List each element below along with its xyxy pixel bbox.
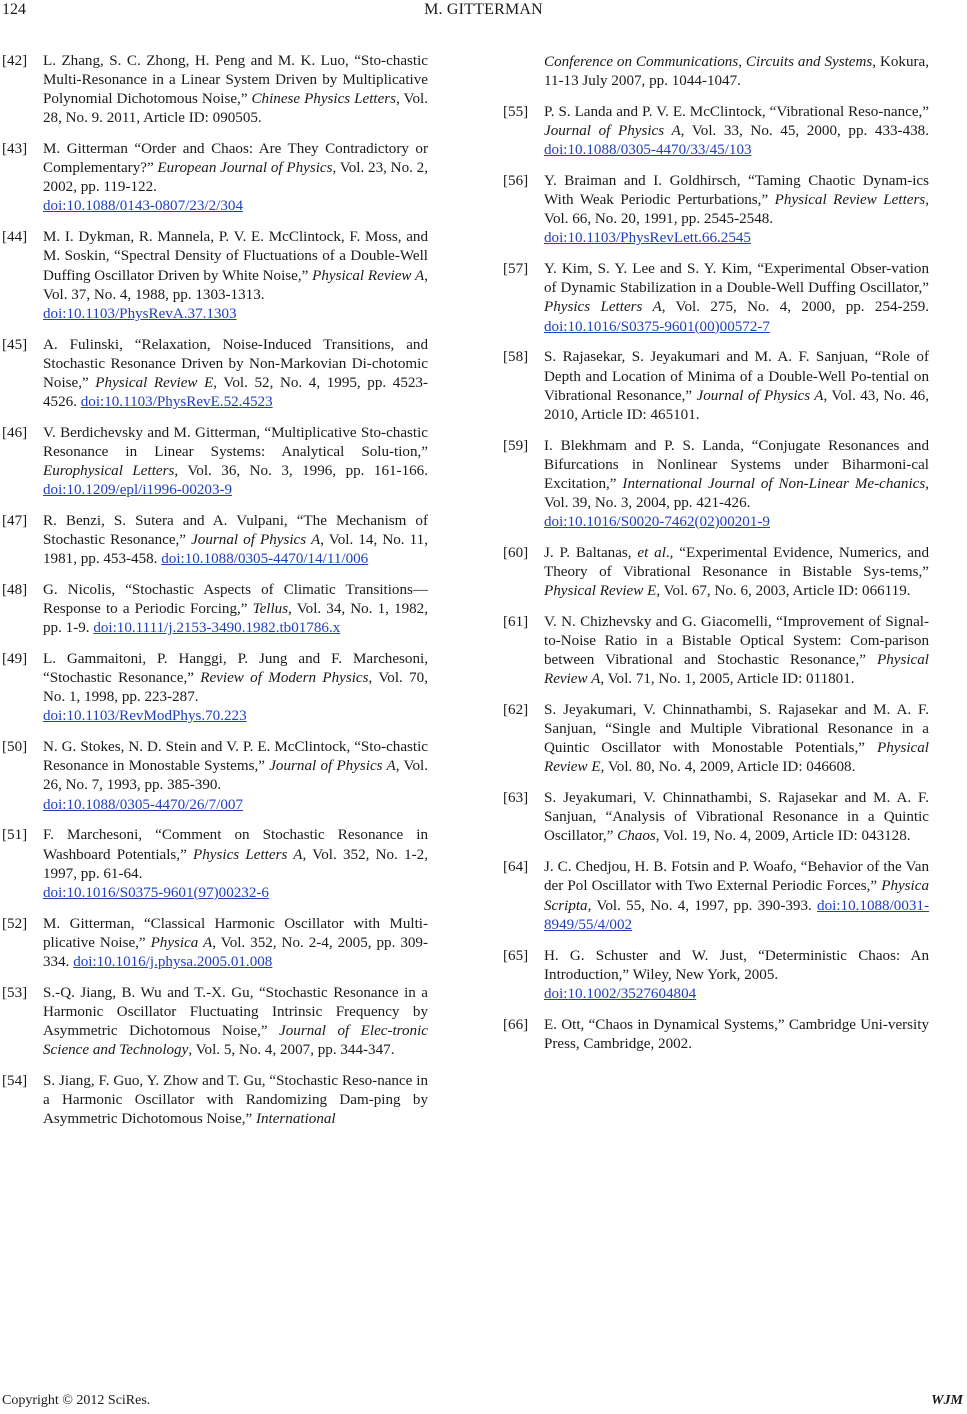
reference-number: [53] <box>2 984 28 1001</box>
reference-text-fragment: N. G. Stokes, N. D. Stein and V. P. E. McClintock, “Sto-chastic Resonance in Monostable Systems,” <box>43 739 428 775</box>
reference-text <box>43 140 428 216</box>
reference-text <box>43 52 428 128</box>
reference-source-title: Physical Review A <box>312 267 425 284</box>
reference-text-fragment: H. G. Schuster and W. Just, “Deterministic Chaos: An Introduction,” Wiley, New York, 2005. <box>544 947 929 983</box>
reference-number: [42] <box>2 53 28 69</box>
reference-entry <box>503 544 929 601</box>
reference-entry <box>503 789 929 846</box>
reference-text-fragment: P. S. Landa and P. V. E. McClintock, “Vibrational Reso-nance,” <box>544 103 929 120</box>
reference-text-fragment: A. Fulinski, “Relaxation, Noise-Induced Transitions, and Stochastic Resonance Driven by Non-Markovian Di-chotomic Noise,” <box>43 336 428 391</box>
reference-text <box>544 789 929 846</box>
reference-text <box>544 947 929 1004</box>
reference-text <box>544 1016 929 1054</box>
reference-entry <box>503 172 929 248</box>
reference-text-fragment: R. Benzi, S. Sutera and A. Vulpani, “The Mechanism of Stochastic Resonance,” <box>43 512 428 549</box>
page-header <box>0 0 967 30</box>
reference-entry <box>2 738 428 814</box>
reference-entry <box>2 52 428 128</box>
reference-text-fragment: L. Zhang, S. C. Zhong, H. Peng and M. K. Luo, “Sto-chastic Multi-Resonance in a Linear System Driven by Multiplicative Polynomial Dichotomous Noise,” <box>43 53 428 108</box>
reference-text <box>43 826 428 902</box>
reference-text <box>544 544 929 601</box>
reference-source-title: Europhysical Letters <box>43 462 175 479</box>
doi-link[interactable]: doi:10.1016/S0020-7462(02)00201-9 <box>544 513 770 530</box>
reference-number: [48] <box>2 582 28 599</box>
reference-text-fragment: , Vol. 19, No. 4, 2009, Article ID: 043128. <box>655 828 911 845</box>
reference-entry <box>503 437 929 532</box>
reference-source-title: Review of Modern Physics <box>200 670 369 687</box>
reference-text-fragment: , Vol. 43, No. 46, 2010, Article ID: 465101. <box>544 387 929 423</box>
reference-text-fragment: , Vol. 66, No. 20, 1991, pp. 2545-2548. <box>544 192 929 228</box>
reference-text-fragment: , Vol. 71, No. 1, 2005, Article ID: 011801. <box>600 671 855 688</box>
page-number: 124 <box>2 1 26 18</box>
reference-number: [56] <box>503 173 529 190</box>
reference-text <box>544 701 929 777</box>
reference-text-fragment: F. Marchesoni, “Comment on Stochastic Resonance in Washboard Potentials,” <box>43 827 428 863</box>
reference-number: [43] <box>2 141 28 158</box>
reference-number: [57] <box>503 261 529 278</box>
reference-source-title: European Journal of Physics <box>157 160 333 177</box>
doi-link[interactable]: doi:10.1103/RevModPhys.70.223 <box>43 708 247 725</box>
reference-text <box>43 915 428 972</box>
doi-link[interactable]: doi:10.1103/PhysRevLett.66.2545 <box>544 230 751 247</box>
reference-text-fragment: , <box>738 54 746 70</box>
reference-text-fragment: S. Jiang, F. Guo, Y. Zhow and T. Gu, “Stochastic Reso-nance in a Harmonic Oscillator with Randomizing Dam-ping by Asymmetric Dichotomous Noise,” <box>43 1072 428 1128</box>
reference-entry <box>2 228 428 323</box>
reference-text-fragment: S. Jeyakumari, V. Chinnathambi, S. Rajasekar and M. A. F. Sanjuan, “Single and Multiple Vibrational Resonance in a Quintic Oscillator with Monostable Potentials,” <box>544 702 929 757</box>
reference-text-fragment: , Vol. 36, No. 3, 1996, pp. 161-166. <box>174 462 428 479</box>
reference-text-fragment: , Vol. 55, No. 4, 1997, pp. 390-393. <box>587 897 818 914</box>
reference-text <box>43 228 428 323</box>
reference-entry <box>503 613 929 689</box>
reference-text <box>43 650 428 726</box>
reference-number: [54] <box>2 1072 28 1089</box>
reference-text-fragment: E. Ott, “Chaos in Dynamical Systems,” Cambridge Uni-versity Press, Cambridge, 2002. <box>544 1016 929 1052</box>
reference-text-fragment: , Vol. 5, No. 4, 2007, pp. 344-347. <box>188 1041 395 1058</box>
reference-text <box>43 1072 428 1129</box>
reference-text <box>43 984 428 1060</box>
reference-text-fragment: , Vol. 33, No. 45, 2000, pp. 433-438. <box>680 123 929 140</box>
reference-source-title: Chinese Physics Letters <box>251 91 397 108</box>
reference-text-fragment: , Vol. 352, No. 1-2, 1997, pp. 61-64. <box>43 846 429 882</box>
reference-number: [44] <box>2 229 28 246</box>
references-left-column <box>2 52 428 1141</box>
reference-text-fragment: , Vol. 37, No. 4, 1988, pp. 1303-1313. <box>43 267 428 303</box>
reference-text-fragment: , Vol. 23, No. 2, 2002, pp. 119-122. <box>43 160 428 196</box>
reference-text-fragment: S.-Q. Jiang, B. Wu and T.-X. Gu, “Stochastic Resonance in a Harmonic Oscillator Fluctuating Intrinsic Frequency by Asymmetric Dichotomous Noise,” <box>43 984 428 1039</box>
reference-number: [62] <box>503 702 529 719</box>
reference-entry <box>2 581 428 638</box>
reference-source-title: Physical Review Letters <box>774 192 926 209</box>
reference-entry <box>503 53 929 91</box>
reference-entry <box>2 915 428 972</box>
doi-link[interactable]: doi:10.1016/S0375-9601(00)00572-7 <box>544 318 770 335</box>
doi-link[interactable]: doi:10.1088/0305-4470/26/7/007 <box>43 796 243 813</box>
reference-text-fragment: , Vol. 14, No. 11, 1981, pp. 453-458. <box>43 532 428 568</box>
reference-number: [63] <box>503 790 529 807</box>
reference-text-fragment: S. Rajasekar, S. Jeyakumari and M. A. F. Sanjuan, “Role of Depth and Location of Minima of a Double-Well Po-tential on Vibrational Resonance,” <box>544 349 929 404</box>
reference-source-title: Journal of Physics A <box>269 758 396 775</box>
reference-source-title: Physical Review A <box>544 652 929 688</box>
reference-number: [50] <box>2 739 28 756</box>
doi-link[interactable]: doi:10.1088/0143-0807/23/2/304 <box>43 198 243 215</box>
journal-abbreviation: WJM <box>931 1393 963 1408</box>
reference-text-fragment: , Vol. 70, No. 1, 1998, pp. 223-287. <box>43 670 428 706</box>
reference-entry <box>2 424 428 500</box>
reference-text <box>43 336 428 412</box>
reference-text <box>544 260 929 336</box>
reference-text-fragment: I. Blekhmam and P. S. Landa, “Conjugate Resonances and Bifurcations in Nonlinear Systems under Biharmoni-cal Excitation,” <box>544 437 929 492</box>
reference-text-fragment: , Vol. 26, No. 7, 1993, pp. 385-390. <box>43 758 428 794</box>
reference-text-fragment: M. I. Dykman, R. Mannela, P. V. E. McClintock, F. Moss, and M. Soskin, “Spectral Density of Fluctuations of a Double-Well Duffing Oscillator Driven by White Noise,” <box>43 229 428 284</box>
reference-number: [59] <box>503 437 529 454</box>
reference-number: [49] <box>2 651 28 668</box>
doi-link[interactable]: doi:10.1016/j.physa.2005.01.008 <box>73 953 273 970</box>
reference-number: [60] <box>503 544 529 561</box>
reference-text <box>43 738 428 814</box>
reference-number: [65] <box>503 947 529 964</box>
reference-text <box>43 424 428 500</box>
reference-text <box>544 53 929 91</box>
doi-link[interactable]: doi:10.1088/0031-8949/55/4/002 <box>544 897 929 933</box>
reference-source-title: Journal of Elec-tronic Science and Technology <box>43 1022 428 1058</box>
reference-number: [66] <box>503 1016 529 1033</box>
reference-text-fragment: ., “Experimental Evidence, Numerics, and Theory of Vibrational Resonance in Bistable Sys-tems,” <box>544 544 929 580</box>
references-right-column <box>503 53 929 1066</box>
reference-entry <box>2 650 428 726</box>
reference-number: [58] <box>503 349 529 366</box>
doi-link[interactable]: doi:10.1088/0305-4470/14/11/006 <box>161 551 369 568</box>
doi-link[interactable]: doi:10.1002/3527604804 <box>544 985 697 1002</box>
reference-text <box>43 512 428 569</box>
reference-text-fragment: , Kokura, 11-13 July 2007, pp. 1044-1047. <box>544 54 929 90</box>
reference-text <box>544 348 929 424</box>
reference-text-fragment: J. P. Baltanas, <box>544 544 638 561</box>
reference-entry <box>503 103 929 160</box>
reference-entry <box>2 140 428 216</box>
reference-text-fragment: V. N. Chizhevsky and G. Giacomelli, “Improvement of Signal-to-Noise Ratio in a Bistable Optical System: Com-parison between Vibrational and Stochastic Resonance,” <box>544 613 929 669</box>
reference-source-title: Conference on Communications <box>544 54 739 70</box>
reference-number: [61] <box>503 613 529 630</box>
reference-source-title: Journal of Physics A <box>191 532 321 549</box>
doi-link[interactable]: doi:10.1103/PhysRevA.37.1303 <box>43 305 237 322</box>
reference-text-fragment: , Vol. 275, No. 4, 2000, pp. 254-259. <box>661 299 930 316</box>
doi-link[interactable]: doi:10.1209/epl/i1996-00203-9 <box>43 482 233 499</box>
reference-entry <box>503 858 929 934</box>
reference-source-title: Physical Review E <box>544 583 657 600</box>
reference-number: [52] <box>2 915 28 932</box>
reference-text <box>544 858 929 934</box>
reference-text-fragment: G. Nicolis, “Stochastic Aspects of Climatic Transitions—Response to a Periodic Forcing,” <box>43 582 428 618</box>
reference-text-fragment: V. Berdichevsky and M. Gitterman, “Multiplicative Sto-chastic Resonance in Linear Systems: Analytical Solu-tion,” <box>43 424 428 460</box>
reference-source-title: Physica A <box>150 934 213 951</box>
reference-entry <box>2 1072 428 1129</box>
reference-source-title: et al <box>637 544 666 561</box>
reference-entry <box>503 348 929 424</box>
reference-source-title: Physica Scripta <box>544 878 929 914</box>
reference-text-fragment: L. Gammaitoni, P. Hanggi, P. Jung and F. Marchesoni, “Stochastic Resonance,” <box>43 651 428 687</box>
reference-source-title: Circuits and Systems <box>745 54 873 70</box>
reference-text <box>43 581 428 638</box>
reference-source-title: Physics Letters A <box>193 846 303 863</box>
reference-number: [47] <box>2 512 28 529</box>
reference-text-fragment: , Vol. 34, No. 1, 1982, pp. 1-9. <box>43 601 428 637</box>
reference-entry <box>2 984 428 1060</box>
doi-link[interactable]: doi:10.1111/j.2153-3490.1982.tb01786.x <box>93 620 341 637</box>
reference-entry <box>2 826 428 902</box>
reference-text-fragment: J. C. Chedjou, H. B. Fotsin and P. Woafo, “Behavior of the Van der Pol Oscillator with Two External Periodic Forces,” <box>544 859 929 895</box>
reference-text <box>544 437 929 532</box>
reference-text-fragment: , Vol. 28, No. 9. 2011, Article ID: 090505. <box>43 91 428 127</box>
reference-source-title: Tellus <box>252 601 289 618</box>
reference-source-title: International <box>255 1111 336 1128</box>
reference-entry <box>2 336 428 412</box>
reference-text <box>544 613 929 689</box>
reference-source-title: Chaos <box>617 828 656 845</box>
doi-link[interactable]: doi:10.1088/0305-4470/33/45/103 <box>544 142 752 159</box>
reference-number: [46] <box>2 424 28 441</box>
reference-source-title: Physics Letters A <box>544 299 662 316</box>
reference-text <box>544 172 929 248</box>
page-footer <box>0 1393 967 1413</box>
reference-text-fragment: , Vol. 39, No. 3, 2004, pp. 421-426. <box>544 475 930 511</box>
reference-number: [51] <box>2 827 28 844</box>
reference-source-title: Physical Review E <box>95 374 214 391</box>
doi-link[interactable]: doi:10.1103/PhysRevE.52.4523 <box>80 393 273 410</box>
reference-source-title: Journal of Physics A <box>696 387 824 404</box>
reference-number: [64] <box>503 859 529 876</box>
reference-text-fragment: , Vol. 52, No. 4, 1995, pp. 4523-4526. <box>43 374 428 410</box>
reference-text-fragment: M. Gitterman, “Classical Harmonic Oscillator with Multi-plicative Noise,” <box>43 915 428 951</box>
reference-source-title: Physical Review E <box>544 740 929 776</box>
reference-source-title: Journal of Physics A <box>544 123 681 140</box>
reference-text-fragment: , Vol. 352, No. 2-4, 2005, pp. 309-334. <box>43 934 428 970</box>
reference-text-fragment: Y. Braiman and I. Goldhirsch, “Taming Chaotic Dynam-ics With Weak Periodic Perturbations,” <box>544 173 929 209</box>
reference-text-fragment: Y. Kim, S. Y. Lee and S. Y. Kim, “Experimental Obser-vation of Dynamic Stabilization in a Double-Well Duffing Oscillator,” <box>544 261 929 297</box>
reference-entry <box>503 1016 929 1054</box>
reference-text-fragment: S. Jeyakumari, V. Chinnathambi, S. Rajasekar and M. A. F. Sanjuan, “Analysis of Vibrational Resonance in a Quintic Oscillator,” <box>544 790 929 845</box>
doi-link[interactable]: doi:10.1016/S0375-9601(97)00232-6 <box>43 884 269 901</box>
reference-text-fragment: M. Gitterman “Order and Chaos: Are They Contradictory or Complementary?” <box>43 141 428 177</box>
reference-text-fragment: , Vol. 67, No. 6, 2003, Article ID: 066119. <box>656 583 911 600</box>
running-head: M. GITTERMAN <box>424 1 543 18</box>
reference-entry <box>503 701 929 777</box>
reference-entry <box>2 512 428 569</box>
reference-text <box>544 103 929 160</box>
reference-entry <box>503 947 929 1004</box>
reference-source-title: International Journal of Non-Linear Me-chanics <box>622 475 926 492</box>
copyright-notice: Copyright © 2012 SciRes. <box>2 1393 151 1408</box>
reference-text-fragment: , Vol. 80, No. 4, 2009, Article ID: 046608. <box>600 759 856 776</box>
reference-number: [45] <box>2 336 28 353</box>
reference-entry <box>503 260 929 336</box>
reference-number: [55] <box>503 103 529 120</box>
